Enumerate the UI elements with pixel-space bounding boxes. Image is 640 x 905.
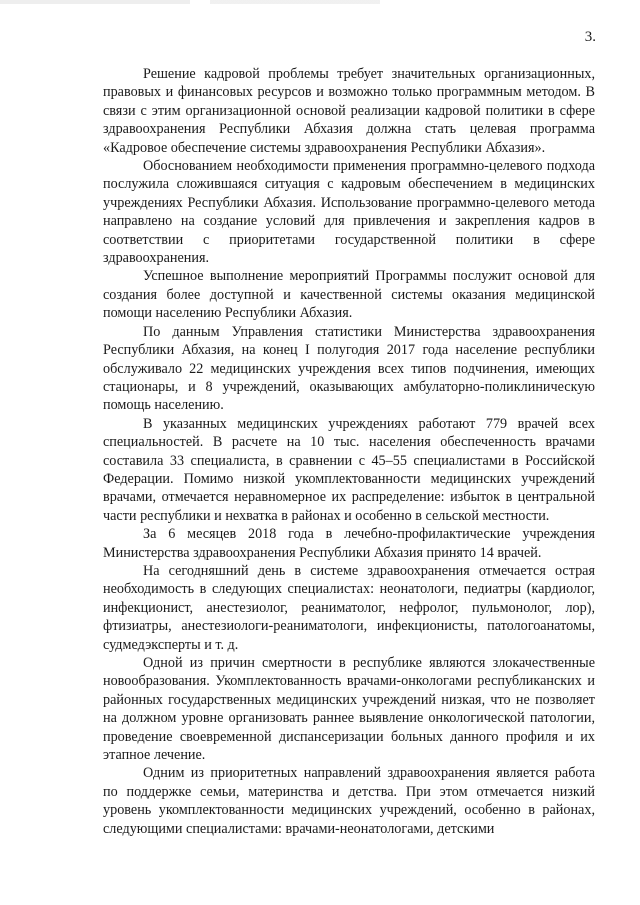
paragraph-maternity-childhood: Одним из приоритетных направлений здравоохранения является работа по поддержке семьи, материнства и детства. При этом отмечается низкий уровень укомплектованности медицинских учреждений, особенно в районах, следующими специалистами: врачами-неонатологами, детскими bbox=[103, 765, 595, 837]
paragraph-specialist-needs: На сегодняшний день в системе здравоохранения отмечается острая необходимость в следующих специалистах: неонатологи, педиатры (кардиолог, инфекционист, анестезиолог, реаниматолог, нефролог, пульмонолог, лор), фтизиатры, анестезиологи-реаниматологи, инфекционисты, патологоанатомы, судмедэксперты и т. д. bbox=[103, 562, 595, 653]
paragraph-statistics-institutions: По данным Управления статистики Министерства здравоохранения Республики Абхазия, на конец I полугодия 2017 года население республики обслуживало 22 медицинских учреждения всех типов подчинения, имеющих стационары, и 8 учреждений, оказывающих амбулаторно-поликлиническую помощь населению. bbox=[103, 323, 595, 414]
page-number: 3. bbox=[584, 29, 596, 45]
paragraph-staffing-problem: Решение кадровой проблемы требует значительных организационных, правовых и финансовых ресурсов и возможно только программным методом. В связи с этим организационной основой реализации кадровой политики в сфере здравоохранения Республики Абхазия должна стать целевая программа «Кадровое обеспечение системы здравоохранения Республики Абхазия». bbox=[103, 66, 595, 156]
paragraph-program-success: Успешное выполнение мероприятий Программы послужит основой для создания более доступной и качественной системы оказания медицинской помощи населению Республики Абхазия. bbox=[103, 268, 595, 322]
paragraph-doctors-hired: За 6 месяцев 2018 года в лечебно-профилактические учреждения Министерства здравоохранения Республики Абхазия принято 14 врачей. bbox=[103, 526, 595, 561]
paragraph-doctors-count: В указанных медицинских учреждениях работают 779 врачей всех специальностей. В расчете на 10 тыс. населения обеспеченность врачами составила 33 специалиста, в сравнении с 45–55 специалистами в Российской Федерации. Помимо низкой укомплектованности медицинских учреждений врачами, отмечается неравномерное их распределение: избыток в центральной части республики и нехватка в районах и особенно в сельской местности. bbox=[103, 415, 595, 524]
paragraph-program-rationale: Обоснованием необходимости применения программно-целевого подхода послужила сложившаяся ситуация с кадровым обеспечением в медицинских учреждениях Республики Абхазия. Использование программно-целевого метода направлено на создание условий для привлечения и закрепления кадров в соответствии с приоритетами государственной политики в сфере здравоохранения. bbox=[103, 158, 595, 267]
paragraph-oncology: Одной из причин смертности в республике являются злокачественные новообразования. Укомплектованность врачами-онкологами республиканских и районных государственных медицинских учреждений низкая, что не позволяет на должном уровне организовать раннее выявление онкологической патологии, проведение своевременной диспансеризации больных данного профиля и их этапное лечение. bbox=[103, 655, 595, 764]
document-body bbox=[103, 65, 595, 838]
scan-edge-mark bbox=[0, 0, 640, 4]
